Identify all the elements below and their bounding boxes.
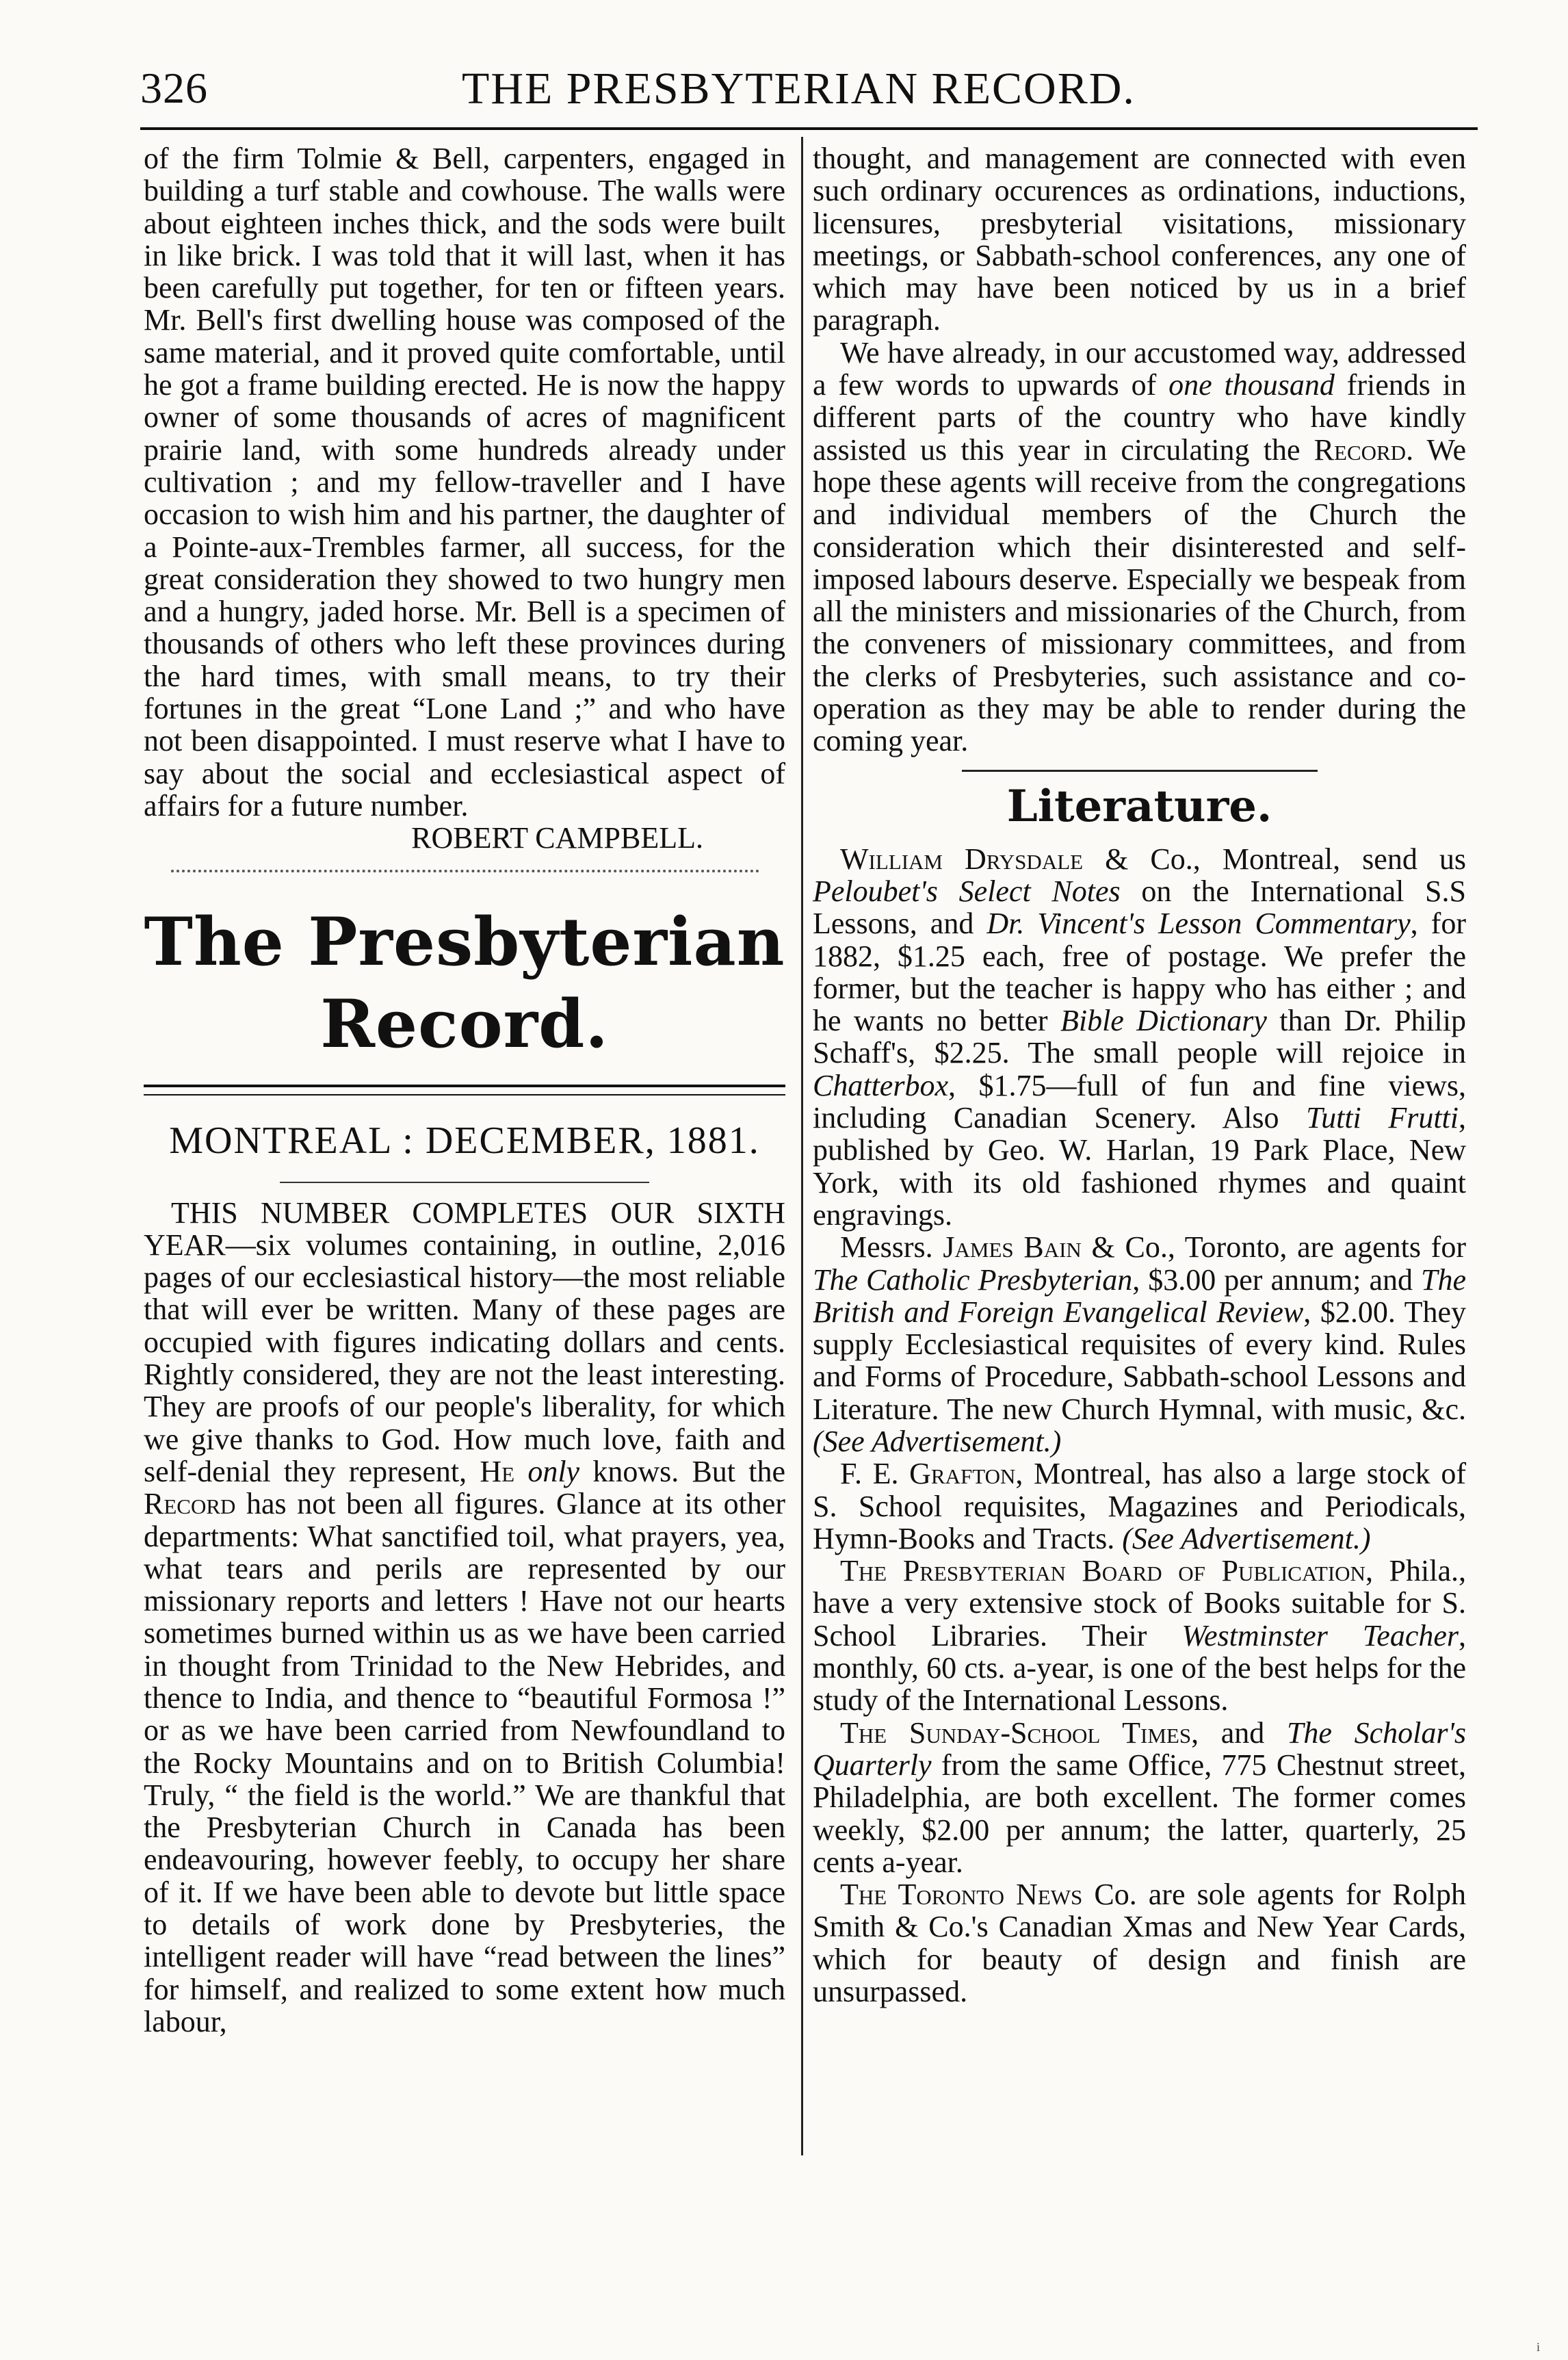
running-title: THE PRESBYTERIAN RECORD. (462, 64, 1136, 114)
column-divider (801, 137, 803, 2155)
page-number: 326 (140, 64, 208, 112)
header-rule (140, 127, 1478, 130)
literature-item-board: The Presbyterian Board of Publication, Phila., have a very extensive stock of Books suitable for S. School Libraries. Their Westminster Teacher, monthly, 60 cts. a-year, is one of the best helps for the study of the International Lessons. (813, 1554, 1466, 1717)
literature-item-bain: Messrs. James Bain & Co., Toronto, are agents for The Catholic Presbyterian, $3.00 per annum; and The British and Foreign Evangelical Review, $2.00. They supply Ecclesiastical requisites of every kind. Rules and Forms of Procedure, Sabbath-school Lessons and Literature. The new Church Hymnal, with music, &c. (See Advertisement.) (813, 1230, 1466, 1458)
section-rule (962, 770, 1318, 772)
article-continuation: of the firm Tolmie & Bell, carpenters, engaged in building a turf stable and cowhouse. The walls were about eighteen inches thick, and the sods were built in like brick. I was told that it will last, when it has been carefully put together, for ten or fifteen years. Mr. Bell's first dwelling house was composed of the same material, and it proved quite comfortable, until he got a frame building erected. He is now the happy owner of some thousands of acres of magnificent prairie land, with some hundreds already under cultivation ; and my fellow-traveller and I have occasion to wish him and his partner, the daughter of a Pointe-aux-Trembles farmer, all success, for the great consideration they showed to two hungry men and a hungry, jaded horse. Mr. Bell is a specimen of thousands of others who left these provinces during the hard times, with small means, to try their fortunes in the great “Lone Land ;” and who have not been disappointed. I must reserve what I have to say about the social and ecclesiastical aspect of affairs for a future number. (144, 142, 785, 822)
editorial-agents-paragraph: We have already, in our accustomed way, addressed a few words to upwards of one thousand friends in different parts of the country who have kindly assisted us this year in circulating the Record. We hope these agents will receive from the congregations and individual members of the Church the consideration which their disinterested and self-imposed labours deserve. Especially we bespeak from all the ministers and missionaries of the Church, from the conveners of missionary committees, and from the clerks of Presbyteries, such assistance and co-operation as they may be able to render during the coming year. (813, 335, 1466, 758)
literature-item-grafton: F. E. Grafton, Montreal, has also a large stock of S. School requisites, Magazines and Periodicals, Hymn-Books and Tracts. (See Advertisement.) (813, 1457, 1466, 1555)
author-signature: ROBERT CAMPBELL. (411, 821, 703, 855)
editorial-continuation: thought, and management are connected with even such ordinary occurences as ordinations, inductions, licensures, presbyterial visitations, missionary meetings, or Sabbath-school conferences, any one of which may have been noticed by us in a brief paragraph. (813, 142, 1466, 337)
literature-item-sunday-school: The Sunday-School Times, and The Scholar's Quarterly from the same Office, 775 Chestnut street, Philadelphia, are both excellent. The former comes weekly, $2.00 per annum; the latter, quarterly, 25 cents a-year. (813, 1715, 1466, 1879)
dateline: MONTREAL : DECEMBER, 1881. (169, 1119, 760, 1162)
masthead: The Presbyterian Record. (144, 903, 785, 1063)
right-column (813, 142, 1466, 2008)
page-header (140, 63, 1478, 118)
dateline-rule (280, 1182, 649, 1183)
literature-heading: Literature. (1006, 780, 1272, 832)
literature-item-toronto-news: The Toronto News Co. are sole agents for Rolph Smith & Co.'s Canadian Xmas and New Year Cards, which for beauty of design and finish are unsurpassed. (813, 1878, 1466, 2009)
masthead-rule (144, 1085, 785, 1095)
literature-item-drysdale: William Drysdale & Co., Montreal, send us Peloubet's Select Notes on the International S.S Lessons, and Dr. Vincent's Lesson Commentary, for 1882, $1.25 each, free of postage. We prefer the former, but the teacher is happy who has either ; and he wants no better Bible Dictionary than Dr. Philip Schaff's, $2.25. The small people will rejoice in Chatterbox, $1.75—full of fun and fine views, including Canadian Scenery. Also Tutti Frutti, published by Geo. W. Harlan, 19 Park Place, New York, with its old fashioned rhymes and quaint engravings. (813, 842, 1466, 1232)
page-margin-mark: i (1537, 2340, 1541, 2354)
editorial-lead: THIS NUMBER COMPLETES OUR SIXTH YEAR (144, 1195, 785, 1262)
left-column (144, 142, 785, 2038)
dotted-divider (171, 870, 759, 889)
editorial-paragraph: THIS NUMBER COMPLETES OUR SIXTH YEAR—six volumes containing, in outline, 2,016 pages of our ecclesiastical history—the most reliable that will ever be written. Many of these pages are occupied with figures indicating dollars and cents. Rightly considered, they are not the least interesting. They are proofs of our people's liberality, for which we give thanks to God. How much love, faith and self-denial they represent, He only knows. But the Record has not been all figures. Glance at its other departments: What sanctified toil, what prayers, yea, what tears and perils are represented by our missionary reports and letters ! Have not our hearts sometimes burned within us as we have been carried in thought from Trinidad to the New Hebrides, and thence to India, and thence to “beautiful Formosa !” or as we have been carried from Newfoundland to the Rocky Mountains and on to British Columbia! Truly, “ the field is the world.” We are thankful that the Presbyterian Church in Canada has been endeavouring, however feebly, to occupy her share of it. If we have been able to devote but little space to details of work done by Presbyteries, the intelligent reader will have “read between the lines” for himself, and realized to some extent how much labour, (144, 1195, 786, 2038)
